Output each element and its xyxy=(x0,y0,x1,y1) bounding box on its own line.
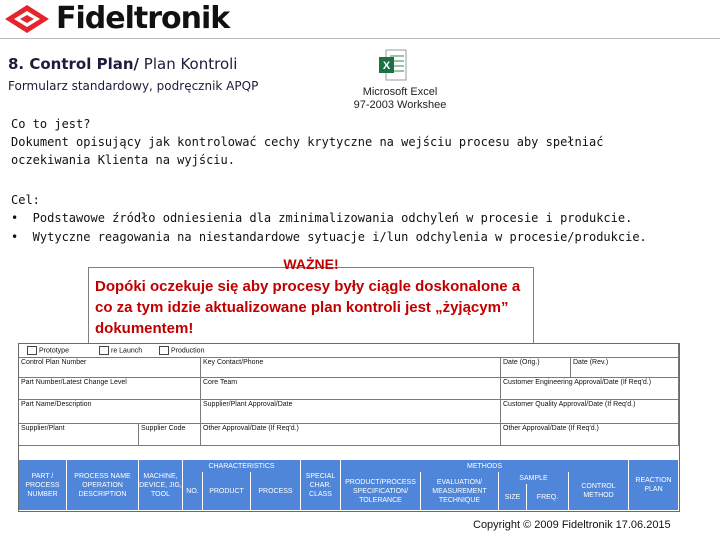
date-orig-field[interactable]: Date (Orig.) xyxy=(501,358,571,378)
customer-engineering-approval-field[interactable]: Customer Engineering Approval/Date (If Req'd.) xyxy=(501,378,679,400)
header-divider xyxy=(0,38,720,39)
part-name-field[interactable]: Part Name/Description xyxy=(19,400,201,424)
col-sample: SAMPLE xyxy=(499,472,569,484)
col-machine: MACHINE, DEVICE, JIG, TOOL xyxy=(139,460,183,510)
date-rev-field[interactable]: Date (Rev.) xyxy=(571,358,679,378)
supplier-approval-field[interactable]: Supplier/Plant Approval/Date xyxy=(201,400,501,424)
col-evaluation: EVALUATION/ MEASUREMENT TECHNIQUE xyxy=(421,472,499,510)
excel-label xyxy=(345,86,455,112)
key-contact-field[interactable]: Key Contact/Phone xyxy=(201,358,501,378)
col-process: PROCESS xyxy=(251,472,301,510)
core-team-field[interactable]: Core Team xyxy=(201,378,501,400)
other-approval-field-1[interactable]: Other Approval/Date (If Req'd.) xyxy=(201,424,501,446)
section2-bullet1: • Podstawowe źródło odniesienia dla zminimalizowania odchyleń w procesie i produkcie. xyxy=(11,211,633,225)
supplier-plant-field[interactable]: Supplier/Plant xyxy=(19,424,139,446)
warning-text: Dopóki oczekuje się aby procesy były ciągle doskonalone a co za tym idzie aktualizowane plan kontroli jest „żyjącym” dokumentem! xyxy=(95,278,521,337)
warning-title: WAŻNE! xyxy=(283,256,339,272)
col-methods: METHODS xyxy=(341,460,629,472)
col-specification: PRODUCT/PROCESS SPECIFICATION/ TOLERANCE xyxy=(341,472,421,510)
col-process-name: PROCESS NAME OPERATION DESCRIPTION xyxy=(67,460,139,510)
section2-heading: Cel: xyxy=(11,193,40,207)
supplier-code-field[interactable]: Supplier Code xyxy=(139,424,201,446)
col-reaction-plan: REACTION PLAN xyxy=(629,460,679,510)
production-option[interactable]: Production xyxy=(159,346,204,355)
section1-line2: oczekiwania Klienta na wyjściu. xyxy=(11,153,235,167)
title-normal: Plan Kontroli xyxy=(139,55,238,73)
col-freq: FREQ. xyxy=(527,484,569,510)
prelaunch-option[interactable]: re Launch xyxy=(99,346,142,355)
company-logo xyxy=(4,2,229,36)
excel-icon xyxy=(378,48,408,82)
copyright-footer: Copyright © 2009 Fideltronik 17.06.2015 xyxy=(473,519,671,531)
prototype-option[interactable]: Prototype xyxy=(27,346,69,355)
part-number-field[interactable]: Part Number/Latest Change Level xyxy=(19,378,201,400)
excel-label-line2: 97-2003 Workshee xyxy=(353,99,447,111)
fideltronik-logo-icon xyxy=(4,4,50,34)
section2-bullet2: • Wytyczne reagowania na niestandardowe sytuacje i/lun odchylenia w procesie/produkcie. xyxy=(11,230,647,244)
form-row-type xyxy=(19,344,679,358)
prelaunch-checkbox[interactable] xyxy=(99,346,109,355)
col-no: NO. xyxy=(183,472,203,510)
excel-label-line1: Microsoft Excel xyxy=(362,86,438,98)
section1-line1: Dokument opisujący jak kontrolować cechy krytyczne na wejściu procesu aby spełniać xyxy=(11,135,604,149)
customer-quality-approval-field[interactable]: Customer Quality Approval/Date (If Req'd.) xyxy=(501,400,679,424)
col-characteristics: CHARACTERISTICS xyxy=(183,460,301,472)
production-checkbox[interactable] xyxy=(159,346,169,355)
col-control-method: CONTROL METHOD xyxy=(569,472,629,510)
control-plan-number-field[interactable]: Control Plan Number xyxy=(19,358,201,378)
col-size: SIZE xyxy=(499,484,527,510)
prototype-checkbox[interactable] xyxy=(27,346,37,355)
slide-title xyxy=(8,55,237,73)
other-approval-field-2[interactable]: Other Approval/Date (If Req'd.) xyxy=(501,424,679,446)
logo-text: Fideltronik xyxy=(56,1,230,36)
section1-heading: Co to jest? xyxy=(11,117,91,131)
col-part-number: PART / PROCESS NUMBER xyxy=(19,460,67,510)
excel-attachment[interactable] xyxy=(345,48,455,116)
title-bold: 8. Control Plan/ xyxy=(8,55,140,73)
warning-box xyxy=(88,256,534,345)
col-product: PRODUCT xyxy=(203,472,251,510)
control-plan-form xyxy=(18,343,680,512)
svg-text:X: X xyxy=(382,60,391,72)
slide-subtitle: Formularz standardowy, podręcznik APQP xyxy=(8,79,259,93)
col-special-char: SPECIAL CHAR. CLASS xyxy=(301,460,341,510)
